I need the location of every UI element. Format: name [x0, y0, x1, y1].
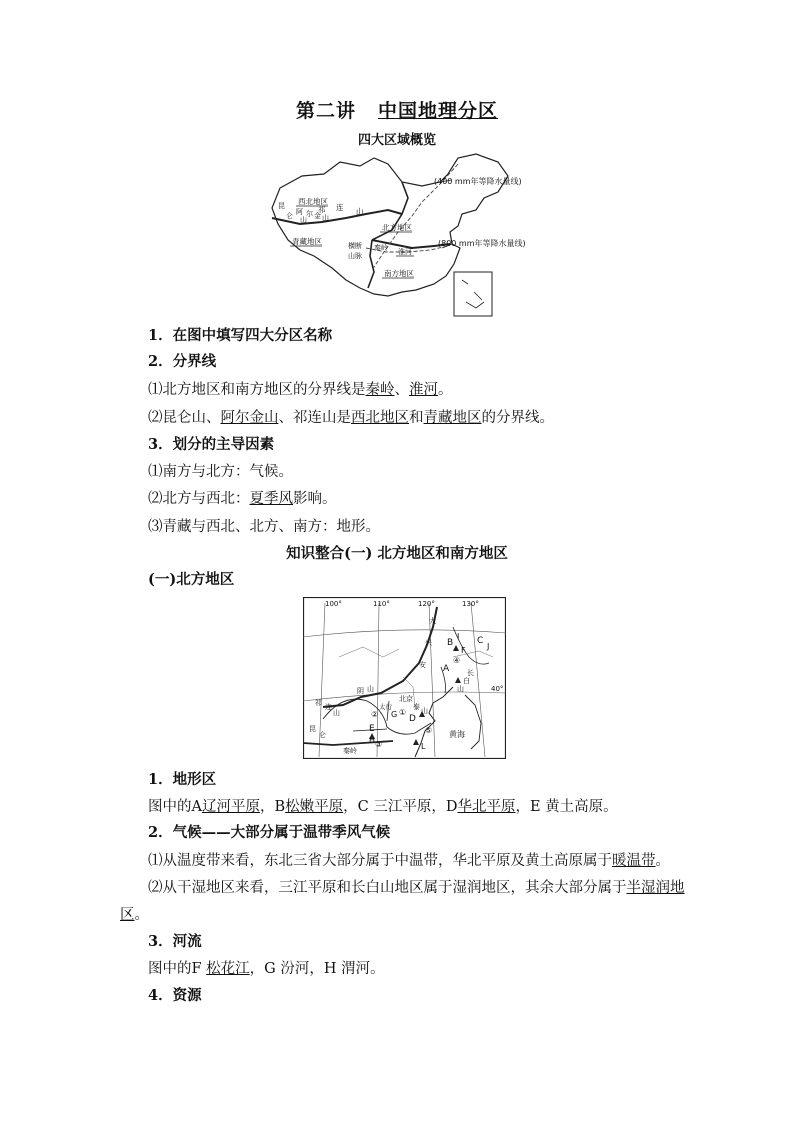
- answer-songhua-river: 松花江: [206, 961, 250, 977]
- t3-text: 河流: [172, 933, 202, 950]
- map2-daxing-d: 大: [429, 617, 436, 625]
- map1-isohyet400-label: (400 mm年等降水量线): [434, 177, 522, 186]
- map2-circle-3: ③: [375, 740, 383, 749]
- answer-northwest: 西北地区: [351, 410, 409, 426]
- answer-altun: 阿尔金山: [220, 410, 279, 426]
- map2-tai: 泰: [413, 703, 420, 711]
- t4-num: 4．: [148, 987, 173, 1004]
- map2-lon-110-label: 110°: [373, 600, 390, 608]
- answer-north-china-plain: 华北平原: [457, 799, 516, 815]
- section-heading: 知识整合(一) 北方地区和南方地区: [286, 545, 508, 562]
- map2-lon-120-label: 120°: [418, 600, 435, 608]
- map1-hengduan2: 山脉: [348, 252, 362, 260]
- map2-qilian-q: 祁: [315, 699, 322, 707]
- t3-heading: [148, 932, 202, 952]
- t3-pre: 图中的F: [148, 961, 207, 977]
- t4-heading: [148, 986, 202, 1006]
- map2-letter-d: D: [409, 714, 416, 724]
- t2-item2: [148, 878, 685, 898]
- t2-text: 气候——大部分属于温带季风气候: [172, 824, 391, 841]
- t3-num: 3．: [148, 933, 173, 950]
- subtitle: 四大区域概览: [357, 133, 436, 148]
- map2-letter-e: E: [369, 724, 375, 734]
- answer-songnen-plain: 松嫩平原: [285, 799, 344, 815]
- t4-text: 资源: [172, 987, 202, 1004]
- s3-num: 3．: [148, 436, 173, 453]
- s2-item2: [148, 408, 554, 428]
- answer-tibet: 青藏地区: [423, 410, 482, 426]
- map2-changbai-s: 山: [457, 685, 464, 693]
- map2-taihang: 太行: [379, 703, 392, 711]
- map1-hengduan1: 横断: [348, 242, 362, 250]
- s3-2-end: 影响。: [293, 491, 337, 507]
- map1-altun-a: 阿: [296, 208, 303, 216]
- map1-qilian-q: 祁: [318, 205, 326, 214]
- map1-altun-sh: 山: [322, 214, 329, 222]
- title-part1: 第二讲: [295, 100, 356, 122]
- map2-tai-shan: 山: [421, 707, 428, 715]
- t2-1-pre: ⑴从温度带来看，东北三省大部分属于中温带，华北平原及黄土高原属于: [148, 853, 612, 869]
- s2-text: 分界线: [172, 353, 217, 370]
- map1-kunlun-l: 仑: [286, 212, 293, 220]
- s2-2-mid2: 和: [409, 410, 424, 426]
- map2-letter-l: L: [421, 742, 426, 751]
- map2-letter-h: H: [369, 736, 376, 745]
- s2-heading: [148, 352, 216, 372]
- south-sea-inset: [454, 272, 492, 316]
- map1-kunlun-s: 山: [300, 216, 307, 224]
- map2-lon-100-label: 100°: [325, 600, 342, 608]
- t2-num: 2．: [148, 824, 173, 841]
- map2-qinling: 秦岭: [343, 747, 357, 755]
- map2-letter-g: G: [391, 710, 398, 719]
- s2-1-pre: ⑴北方地区和南方地区的分界线是: [148, 382, 366, 398]
- map2-beijing: 北京: [399, 695, 413, 703]
- map2-yin-shan: 山: [367, 685, 374, 693]
- s1-heading: [148, 326, 332, 346]
- t1-p1: 图中的A: [148, 799, 202, 815]
- answer-huaihe: 淮河: [409, 382, 438, 398]
- page-title: [0, 96, 794, 123]
- map2-circle-4: ④: [453, 656, 461, 665]
- map2-circle-5: ⑤: [425, 726, 433, 735]
- south-sea-islands: [462, 280, 484, 308]
- t1-num: 1．: [148, 771, 173, 788]
- answer-qinling: 秦岭: [365, 382, 395, 398]
- map2-letter-i: I: [457, 632, 460, 641]
- map2-circle-1: ①: [399, 708, 407, 717]
- s3-text: 划分的主导因素: [172, 436, 275, 453]
- map2-lun: 仑: [319, 731, 326, 739]
- map1-altun-j: 金: [314, 212, 321, 220]
- s2-2-mid1: 、祁连山是: [278, 410, 351, 426]
- map2-letter-f: F: [461, 646, 466, 655]
- answer-warm-temperate: 暖温带: [612, 853, 656, 869]
- map2-yellow-sea: 黄海: [449, 730, 465, 739]
- map2-changbai-c: 长: [467, 669, 474, 677]
- t2-item2-cont: [120, 905, 149, 925]
- map2-qilian-s: 山: [333, 709, 340, 717]
- t1-p3: ，C 三江平原，D: [343, 799, 458, 815]
- map2-daxing-a: 安: [419, 661, 426, 669]
- title-part2: 中国地理分区: [378, 100, 499, 122]
- s3-item2: [148, 489, 337, 509]
- map2-qilian-l: 连: [325, 703, 332, 711]
- s2-2-pre: ⑵昆仑山、: [148, 410, 221, 426]
- s2-1-end: 。: [438, 382, 453, 398]
- map2-lon-130-label: 130°: [462, 600, 479, 608]
- t1-body: [148, 797, 618, 817]
- map1-label-northwest: 西北地区: [298, 197, 328, 206]
- map1-qilian-l: 连: [336, 203, 344, 212]
- map2-letter-c: C: [477, 636, 484, 646]
- map2-letter-b: B: [447, 638, 454, 648]
- s1-text: 在图中填写四大分区名称: [172, 327, 333, 344]
- map2-changbai-b: 白: [463, 677, 470, 685]
- map2-yin: 阴: [357, 687, 364, 695]
- map2-circle-2: ②: [371, 710, 379, 719]
- map1-label-tibet: 青藏地区: [292, 237, 322, 246]
- s1-num: 1．: [148, 327, 173, 344]
- map1-label-north: 北方地区: [382, 223, 412, 232]
- t2-heading: [148, 823, 390, 843]
- map2-daxing-x: 兴: [425, 639, 432, 647]
- map1-huaihe: 淮河: [398, 248, 412, 256]
- s3-item3: ⑶青藏与西北、北方、南方：地形。: [148, 519, 380, 535]
- map1-isohyet800-label: (800 mm年等降水量线): [438, 239, 526, 248]
- s3-heading: [148, 435, 274, 455]
- t2-2b-end: 。: [134, 907, 149, 923]
- map2-kun: 昆: [309, 725, 316, 733]
- t1-p4: ，E 黄土高原。: [515, 799, 618, 815]
- s3-item1: ⑴南方与北方：气候。: [148, 464, 293, 480]
- t1-text: 地形区: [172, 771, 217, 788]
- map2-letter-j: J: [487, 642, 490, 651]
- china-regions-map: [262, 152, 562, 320]
- s2-2-end: 的分界线。: [481, 410, 554, 426]
- map2-lat-40-label: 40°: [491, 685, 504, 693]
- t2-1-end: 。: [655, 853, 670, 869]
- t1-p2: ，B: [259, 799, 286, 815]
- map1-qilian-s: 山: [356, 207, 364, 216]
- t1-heading: [148, 770, 216, 790]
- map2-letter-a: A: [443, 664, 450, 674]
- sub-heading: (一)北方地区: [148, 571, 235, 588]
- answer-liaohe-plain: 辽河平原: [201, 799, 260, 815]
- answer-semi-humid: 半湿润地: [626, 880, 685, 896]
- s3-2-pre: ⑵北方与西北：: [148, 491, 250, 507]
- north-region-map: [303, 597, 506, 759]
- t3-body: [148, 959, 385, 979]
- map1-kunlun-k: 昆: [278, 202, 285, 210]
- s2-1-mid: 、: [394, 382, 409, 398]
- t2-item1: [148, 851, 670, 871]
- s2-item1: [148, 380, 453, 400]
- t2-2-pre: ⑵从干湿地区来看，三江平原和长白山地区属于湿润地区，其余大部分属于: [148, 880, 627, 896]
- answer-semi-humid-cont: 区: [120, 907, 135, 923]
- map1-qinling: 秦岭: [374, 244, 388, 252]
- answer-summer-monsoon: 夏季风: [249, 491, 293, 507]
- map1-altun-e: 尔: [306, 210, 313, 218]
- s2-num: 2．: [148, 353, 173, 370]
- map1-label-south: 南方地区: [384, 269, 414, 278]
- t3-end: ，G 汾河，H 渭河。: [249, 961, 385, 977]
